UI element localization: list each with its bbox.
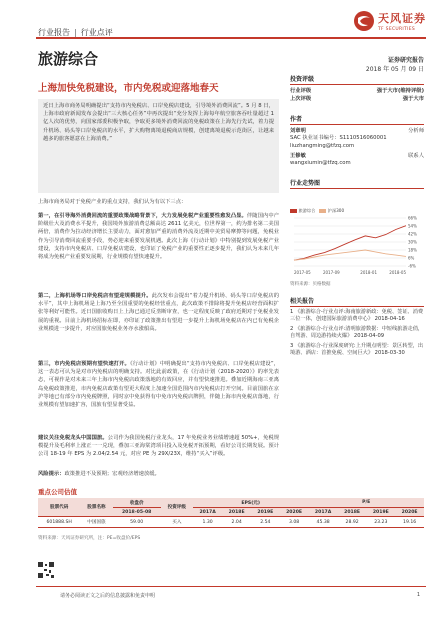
chart-source: 资料来源：贝格数据 xyxy=(290,282,331,287)
brand-name-en: TF SECURITIES xyxy=(378,27,416,32)
table-header-row: 股票代码 股票名称 收盘价 投资评级 EPS(元) P/E xyxy=(38,498,424,508)
table-title: 重点公司估值 xyxy=(38,488,77,496)
chart-y-tick: 30% xyxy=(408,239,417,245)
chart-y-tick: 42% xyxy=(408,231,417,237)
chart-x-tick: 2017-05 xyxy=(294,270,311,275)
category-separator: | xyxy=(74,28,77,37)
author-section xyxy=(290,114,424,168)
chart-series-line-1 xyxy=(294,226,406,261)
chart-title-wrap xyxy=(290,178,424,191)
author-title: 作者 xyxy=(290,114,424,125)
chart-y-tick: 54% xyxy=(408,223,417,229)
sub-category-label: 行业点评 xyxy=(80,28,113,37)
report-type: 证券研究报告 xyxy=(387,57,424,64)
chart-y-tick: 6% xyxy=(408,255,415,261)
prev-rating-row: 上次评级 强于大市 xyxy=(290,96,424,102)
risk-warning: 风险提示：政策推进不及预期；宏观经济增速放缓。 xyxy=(38,471,160,477)
page-number: 1 xyxy=(416,592,420,598)
body-paragraph-5: 建议关注免税龙头中国国旅。公司作为我国免税行业龙头，17 年免税业务业绩增速超 50%+，免税规模提升及毛利率上涨正一一兑现，叠加三亚海棠湾项目投入及免税开拓预期，看好公司长期发展。预计公司 18-19 年 EPS 为 2.04/2.54 元，对应 PE 为 29X/23X，维持“买入”评级。 xyxy=(38,435,279,458)
footer-disclaimer[interactable]: 请务必阅读正文之后的信息披露和免责申明 xyxy=(60,593,156,599)
chart-x-tick: 2017-09 xyxy=(322,270,340,275)
rating-title: 投资评级 xyxy=(290,74,424,85)
rating-section xyxy=(290,74,424,103)
chart-y-tick: -6% xyxy=(408,263,416,269)
chart-y-tick: 66% xyxy=(408,215,417,221)
related-report-item[interactable]: 1 《旅游综合-行业点评:海南旅游新政：免税、签证、消费三位一体，创建国际旅游消费中心》 2018-04-16 xyxy=(290,309,424,323)
brand-logo xyxy=(353,10,426,32)
rating-row: 行业评级 强于大市(维持评级) xyxy=(290,88,424,94)
related-title: 相关报告 xyxy=(290,296,424,307)
chart-x-tick: 2018-05 xyxy=(389,270,406,275)
abstract-text: 近日上海市商务局明确提出“支持市内免税店、口岸免税店建设，引导境外消费回流”。5 月 8 日，上海市政府新闻发布会提出“三大核心任务”中再次提出“充分发挥上海每年航空旅客吞吐量超过 1 亿人次的优势，向国家部委积极争取，争取更多境外消费回流的免税政策在上海先行先试，着力提升机场、码头等口岸免税店的水平，扩大购物离境退税商店规模，创建离境退税示范街区，让越来越多的旅客愿意在上海消费。” xyxy=(43,103,274,142)
table-source: 资料来源：天风证券研究所，注：PE=收盘价/EPS xyxy=(38,536,141,541)
category-label: 行业报告 xyxy=(38,28,70,37)
body-paragraph-4: 第三，市内免税店预期有望快速打开。《行动计划》中明确提出“支持市内免税店、口岸免税店建设”，这一表态可认为是对市内免税店的明确支持。对比此前政策，在《行动计划（2018-2020）》的率先表态，可视作是对未来三年上海市内免税店政策落地的有效回应，并有望快速推进。叠加近期海南三亚离岛免税政策推进，市内免税店政策有望更大程度上加速全国范围内市内免税店打开空间。目前国旅在京沪等地已有部分市内免税牌照，同时京中免获得有中免市内免税店牌照，伴随上海市内免税店落地，行业规模有望加速扩容，国旅有望显著受益。 xyxy=(38,361,279,409)
abstract-box xyxy=(38,99,279,193)
analyst-email[interactable]: liuzhangming@tfzq.com xyxy=(290,142,355,149)
analyst2-email[interactable]: wangxiumin@tfzq.com xyxy=(290,160,351,166)
legend-item-2: 沪深300 xyxy=(319,208,344,214)
legend-item-1: 旅游综合 xyxy=(290,208,315,214)
header-divider xyxy=(36,37,426,39)
body-paragraph-1: 上海市商务局对于免税产业的重点支持，我们认为有以下三点： xyxy=(38,199,187,205)
qr-code-icon xyxy=(38,562,54,578)
page-title: 旅游综合 xyxy=(38,50,99,68)
chart-title: 行业走势图 xyxy=(290,178,424,189)
body-paragraph-2: 第一，在引导海外消费回流的重要政策战略背景下，大力发展免税产业重要性愈发凸显。伴随国内中产阶级壮大及消费水平提升，我国境外旅游消费总额高达 2611 亿美元，位世界第一，约为排名第二美国两倍，消费作为拉动经济增长主要动力，面对愈加严重的消费外流及近期中美贸易摩擦等问题，免税业作为引导消费回流重要手段，势必迎来重要发展机遇。此次上海《行动计划》中特别提到发展免税产业建设，支持市内免税店、口岸免税店建设，也印证了免税产业的重要性正逐步提升，我们认为未来几年将成为免税产业重要发展期，行业规模有望快速提升。 xyxy=(38,213,279,261)
chart-x-tick: 2018-01 xyxy=(360,270,378,275)
chart-canvas xyxy=(290,214,424,276)
chart-y-tick: 18% xyxy=(408,247,417,253)
brand-logo-icon xyxy=(353,10,375,32)
related-report-item[interactable]: 3 《旅游综合-行业深度研究:上升期点明望：景区转型，出境游、酒店：首推免税、空间巨大》 2018-03-30 xyxy=(290,342,424,357)
table-row: 601888.SH 中国国旅 59.00 买入 1.30 2.04 2.54 3.08 45.38 28.92 23.23 19.16 xyxy=(38,517,424,528)
report-subtitle: 上海加快免税建设，市内免税或迎落地春天 xyxy=(38,83,219,94)
trend-chart xyxy=(290,208,424,288)
related-report-item[interactable]: 2 《旅游综合-行业点评:清明旅游数据：中短线旅游走俏，自驾游、周边游持续火爆》 2018-04-09 xyxy=(290,325,424,340)
table-subheader-row: 2018-05-08 2017A 2018E 2019E 2020E 2017A 2018E 2019E 2020E xyxy=(38,508,424,517)
analyst-card: 刘章明 分析师 SAC 执业证书编号：S1110516060001 liuzhangming@tfzq.com 王修敏 联系人 wangxiumin@tfzq.com xyxy=(290,128,424,166)
brand-name: 天风证券 xyxy=(378,12,426,25)
related-reports xyxy=(290,296,424,359)
body-paragraph-3: 第二，上海机场等口岸免税店有望迎规模提升。此次发布会提出“着力提升机场、码头等口岸免税店的水平”，其中上海机场是上海乃至全国重要的免税经营重点，此次政策不排除将提升免税店经营面积扩张等利好可能性。近日国旅收购日上上海已通过反垄断审查，也一定程度反映了政府近期对于免税业发展的重视。目前上海机场招标在即，亦印证了政策推出有望进一步提升上海机场免税店在内已有免税企业规模进一步提升，对应国旅免税业务亦水涨船高。 xyxy=(38,293,279,332)
report-date: 2018 年 05 月 09 日 xyxy=(365,66,424,73)
chart-series-line-2 xyxy=(294,250,406,260)
footer-divider xyxy=(36,586,426,587)
valuation-table xyxy=(38,498,424,528)
